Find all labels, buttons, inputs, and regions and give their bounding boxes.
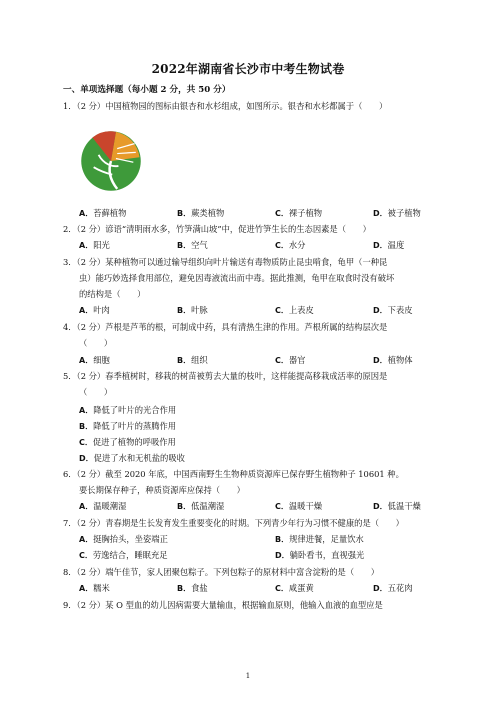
page-title: 2022年湖南省长沙市中考生物试卷 — [151, 62, 345, 76]
q5-line-2: （ ） — [79, 387, 113, 397]
q3-line-3: 的结构是（ ） — [79, 289, 146, 299]
q2-option-c: 水分 — [288, 240, 306, 250]
q4-option-c: 器官 — [288, 355, 306, 365]
q5-line-1: 5．（2 分）春季植树时，移栽的树苗被剪去大量的枝叶，这样能提高移栽成活率的原因是 — [63, 371, 388, 381]
q3-line-2: 虫）能巧妙选择食用部位，避免因毒液流出而中毒。据此推测，龟甲在取食时没有破坏 — [79, 273, 395, 283]
q8-option-d: 五花肉 — [387, 583, 413, 593]
q8-option-b: 食盐 — [191, 583, 208, 593]
q4-line-1: 4．（2 分）芦根是芦苇的根，可制成中药，具有清热生津的作用。芦根所属的结构层次是 — [63, 322, 388, 332]
botanical-garden-logo-icon — [80, 130, 142, 192]
q8-option-c: 咸蛋黄 — [288, 583, 314, 593]
q4-option-b: 组织 — [191, 355, 208, 365]
q1-option-c: 裸子植物 — [288, 208, 323, 218]
q7-option-a: 挺胸抬头，坐姿端正 — [93, 534, 168, 544]
q6-line-1: 6．（2 分）截至 2020 年底，中国西南野生生物种质资源库已保存野生植物种子 10601 种。 — [63, 469, 404, 479]
q2-option-a: 阳光 — [93, 240, 110, 250]
q3-option-c: 上表皮 — [288, 305, 314, 315]
q5-option-c: C．促进了植物的呼吸作用 — [79, 437, 176, 447]
q1-option-d: 被子植物 — [387, 208, 421, 218]
q6-option-c: 温暖干燥 — [288, 501, 323, 511]
q6-option-a: 温暖潮湿 — [93, 501, 127, 511]
q6-line-2: 要长期保存种子，种质资源库应保持（ ） — [79, 485, 245, 495]
q3-option-b: 叶脉 — [191, 305, 208, 315]
q6-option-d: 低温干燥 — [387, 501, 421, 511]
q5-option-d: D．促进了水和无机盐的吸收 — [79, 453, 185, 463]
q4-line-2: （ ） — [79, 338, 113, 348]
q3-line-1: 3．（2 分）某种植物可以通过输导组织向叶片输送有毒物质防止昆虫啃食，龟甲（一种昆 — [63, 257, 388, 267]
q8-option-a: 糯米 — [93, 583, 110, 593]
q9-line-1: 9．（2 分）某 O 型血的幼儿因病需要大量输血，根据输血原则，他输入血液的血型应是 — [63, 600, 383, 610]
q2-line-1: 2．（2 分）谚语“清明雨水多，竹笋满山坡”中，促进竹笋生长的生态因素是（ ） — [63, 224, 371, 234]
exam-page: 2022年湖南省长沙市中考生物试卷 一、单项选择题（每小题 2 分，共 50 分） 1．（2 分）中国植物园的图标由银杏和水杉组成，如图所示。银杏和水杉都属于（ ） A．苔藓植物 B．蕨类植物 C．裸子植物 D．被子植物 2．（2 分）谚语“清明雨水多，竹笋满山坡”中，促进竹笋生长的生态因素是（ ） A．阳光 B．空气 C．水分 D．温度 3．（2 分）某种植物可以通过输导组织向叶片输送有毒物质防止昆虫啃食，龟甲（一种昆 虫）能巧妙选择食用部位，避免因毒液流出而中毒。据此推测，龟甲在取食时没有破坏 的结构是（ ） A．叶肉 B．叶脉 C．上表皮 D．下表皮 4．（2 分）芦根是芦苇的根，可制成中药，具有清热生津的作用。芦根所属的结构层次是 （ ） A．细胞 B．组织 C．器官 D．植物体 5．（2 分）春季植树时，移栽的树苗被剪去大量的枝叶，这样能提高移栽成活率的原因是 （ ） A．降低了叶片的光合作用 B．降低了叶片的蒸腾作用 C．促进了植物的呼吸作用 D．促进了水和无机盐的吸收 6．（2 分）截至 2020 年底，中国西南野生生物种质资源库已保存野生植物种子 10601 种。 要长期保存种子，种质资源库应保持（ ） A．温暖潮湿 B．低温潮湿 C．温暖干燥 D．低温干燥 7．（2 分）青春期是生长发育发生重要变化的时期。下列青少年行为习惯不健康的是（ ） A．挺胸抬头，坐姿端正 B．规律进餐，足量饮水 C．劳逸结合，睡眠充足 D．躺卧看书，直视强光 8．（2 分）端午佳节，家人团聚包粽子。下列包粽子的原材料中富含淀粉的是（ ） A．糯米 B．食盐 C．咸蛋黄 D．五花肉 9．（2 分）某 O 型血的幼儿因病需要大量输血，根据输血原则，他输入血液的血型应是 1 — [0, 0, 496, 702]
q7-option-d: 躺卧看书，直视强光 — [289, 550, 365, 560]
q7-option-b: 规律进餐，足量饮水 — [289, 534, 364, 544]
q6-option-b: 低温潮湿 — [191, 501, 225, 511]
q3-option-d: 下表皮 — [387, 305, 413, 315]
q7-line-1: 7．（2 分）青春期是生长发育发生重要变化的时期。下列青少年行为习惯不健康的是（ ） — [63, 518, 404, 528]
q2-option-d: 温度 — [387, 240, 405, 250]
q7-option-c: 劳逸结合，睡眠充足 — [92, 550, 168, 560]
q3-option-a: 叶肉 — [93, 305, 110, 315]
q8-line-1: 8．（2 分）端午佳节，家人团聚包粽子。下列包粽子的原材料中富含淀粉的是（ ） — [63, 567, 380, 577]
q5-option-b: B．降低了叶片的蒸腾作用 — [79, 421, 177, 431]
page-number: 1 — [245, 672, 251, 680]
q2-option-b: 空气 — [191, 240, 208, 250]
q5-option-a: A．降低了叶片的光合作用 — [79, 405, 177, 415]
q4-option-d: 植物体 — [387, 355, 413, 365]
q1-line-1: 1．（2 分）中国植物园的图标由银杏和水杉组成，如图所示。银杏和水杉都属于（ ） — [63, 101, 388, 111]
q1-option-a: 苔藓植物 — [93, 208, 127, 218]
q1-option-b: 蕨类植物 — [191, 208, 225, 218]
section-heading: 一、单项选择题（每小题 2 分，共 50 分） — [63, 85, 231, 95]
q4-option-a: 细胞 — [93, 355, 110, 365]
